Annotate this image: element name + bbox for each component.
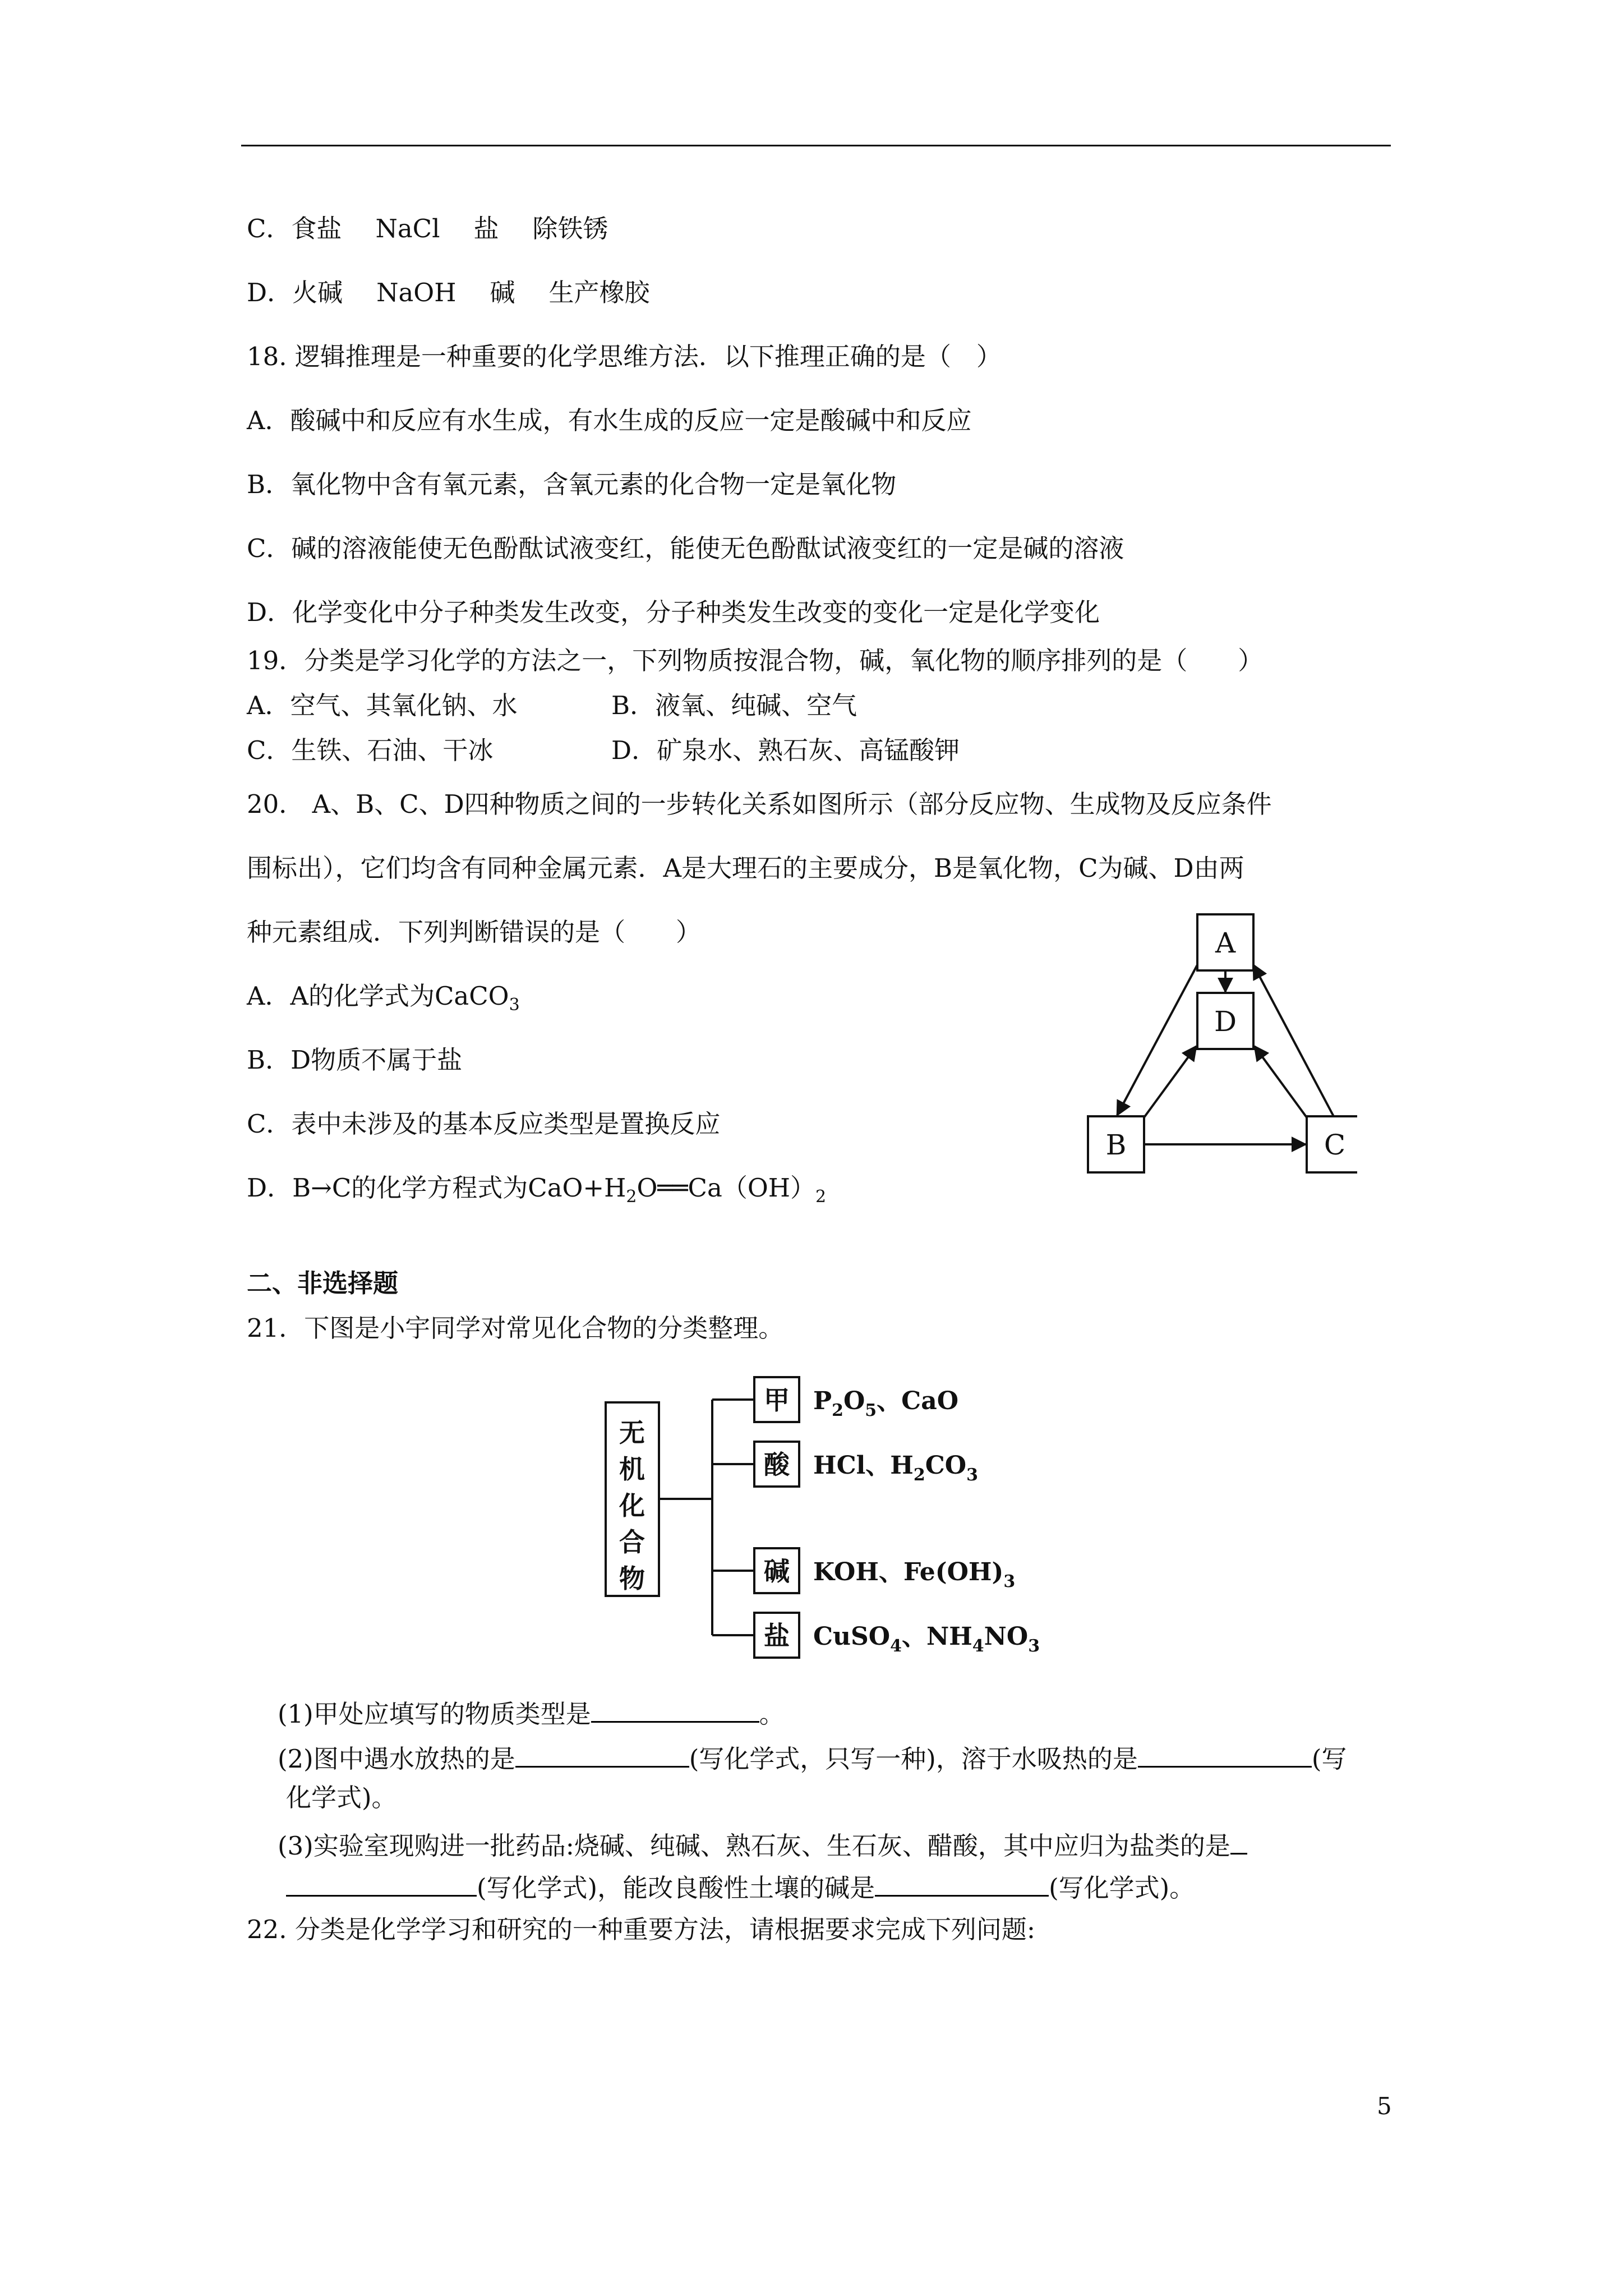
header-rule xyxy=(241,145,1391,146)
q20-option-a: A．A的化学式为CaCO$_3$ xyxy=(247,981,520,1015)
root-char-3: 化 xyxy=(619,1490,645,1521)
q20-stem-line1: 20． A、B、C、D四种物质之间的一步转化关系如图所示（部分反应物、生成物及反应条件 xyxy=(247,789,1272,819)
label-base: 碱 xyxy=(764,1556,790,1586)
q18-option-a: A．酸碱中和反应有水生成，有水生成的反应一定是酸碱中和反应 xyxy=(247,406,972,435)
q19-stem: 19．分类是学习化学的方法之一，下列物质按混合物，碱，氧化物的顺序排列的是（ ） xyxy=(247,646,1264,675)
answer-blank-4a[interactable] xyxy=(1230,1826,1247,1855)
q18-option-d: D．化学变化中分子种类发生改变，分子种类发生改变的变化一定是化学变化 xyxy=(247,597,1100,627)
q17-option-d: D．火碱 NaOH 碱 生产橡胶 xyxy=(247,278,650,307)
q21-part3-cont: (写化学式)，能改良酸性土壤的碱是 (写化学式)。 xyxy=(286,1868,1195,1905)
node-a-label: A xyxy=(1215,927,1236,959)
formula-base: KOH、$Fe(OH)_3$ xyxy=(813,1558,1016,1591)
node-b-label: B xyxy=(1105,1129,1127,1161)
formula-acid: HCl、$H_2CO_3$ xyxy=(813,1451,978,1485)
root-char-2: 机 xyxy=(619,1454,645,1484)
q19-option-d: D．矿泉水、熟石灰、高锰酸钾 xyxy=(611,735,960,765)
q21-part1: (1)甲处应填写的物质类型是 。 xyxy=(278,1694,785,1731)
root-char-4: 合 xyxy=(619,1527,645,1557)
arrow-c-to-a xyxy=(1253,965,1334,1116)
arrow-a-to-b xyxy=(1117,965,1197,1115)
q19-option-c: C．生铁、石油、干冰 xyxy=(247,735,494,765)
arrow-c-to-d xyxy=(1255,1046,1307,1117)
root-char-1: 无 xyxy=(619,1418,645,1448)
q18-stem: 18. 逻辑推理是一种重要的化学思维方法．以下推理正确的是（ ） xyxy=(247,342,1002,371)
q21-stem: 21．下图是小宇同学对常见化合物的分类整理。 xyxy=(247,1313,784,1343)
node-c-label: C xyxy=(1324,1129,1346,1161)
answer-blank-2[interactable] xyxy=(515,1739,689,1768)
formula-salt: CuSO$_4$、$NH_4NO_3$ xyxy=(813,1622,1040,1656)
root-char-5: 物 xyxy=(619,1563,645,1594)
q19-option-a: A．空气、其氧化钠、水 xyxy=(247,691,518,720)
answer-blank-3[interactable] xyxy=(1138,1739,1312,1768)
q18-option-c: C．碱的溶液能使无色酚酞试液变红，能使无色酚酞试液变红的一定是碱的溶液 xyxy=(247,533,1124,563)
q20-option-b: B．D物质不属于盐 xyxy=(247,1045,463,1075)
formula-jia: $P_2O_5$、CaO xyxy=(813,1387,959,1420)
q20-stem-line3: 种元素组成．下列判断错误的是（ ） xyxy=(247,917,702,947)
label-jia: 甲 xyxy=(764,1385,790,1415)
label-salt: 盐 xyxy=(764,1621,790,1651)
q17-option-c: C．食盐 NaCl 盐 除铁锈 xyxy=(247,214,608,243)
q18-option-b: B．氧化物中含有氧元素，含氧元素的化合物一定是氧化物 xyxy=(247,470,897,499)
q22-stem: 22. 分类是化学学习和研究的一种重要方法，请根据要求完成下列问题: xyxy=(247,1915,1036,1944)
node-d-label: D xyxy=(1214,1005,1237,1038)
q20-stem-line2: 围标出），它们均含有同种金属元素．A是大理石的主要成分，B是氧化物，C为碱、D由两 xyxy=(247,853,1244,883)
q21-part2-cont: 化学式)。 xyxy=(286,1783,397,1812)
label-acid: 酸 xyxy=(764,1450,790,1480)
answer-blank-1[interactable] xyxy=(591,1694,759,1723)
q19-option-b: B．液氧、纯碱、空气 xyxy=(611,691,857,720)
q21-part3: (3)实验室现购进一批药品:烧碱、纯碱、熟石灰、生石灰、醋酸，其中应归为盐类的是 xyxy=(278,1826,1247,1863)
arrow-b-to-d xyxy=(1144,1046,1196,1117)
q21-classification-tree xyxy=(600,1363,1049,1677)
answer-blank-4[interactable] xyxy=(286,1868,477,1897)
section2-title: 二、非选择题 xyxy=(247,1268,399,1298)
answer-blank-5[interactable] xyxy=(875,1868,1049,1897)
q20-transform-diagram xyxy=(1077,898,1357,1189)
page-number: 5 xyxy=(1377,2092,1392,2120)
q20-option-c: C．表中未涉及的基本反应类型是置换反应 xyxy=(247,1109,721,1139)
q20-option-d: D．B→C的化学方程式为$CaO+H_2O══Ca(OH)_2$ xyxy=(247,1173,827,1207)
q21-part2: (2)图中遇水放热的是 (写化学式，只写一种)，溶于水吸热的是 (写 xyxy=(278,1739,1347,1776)
